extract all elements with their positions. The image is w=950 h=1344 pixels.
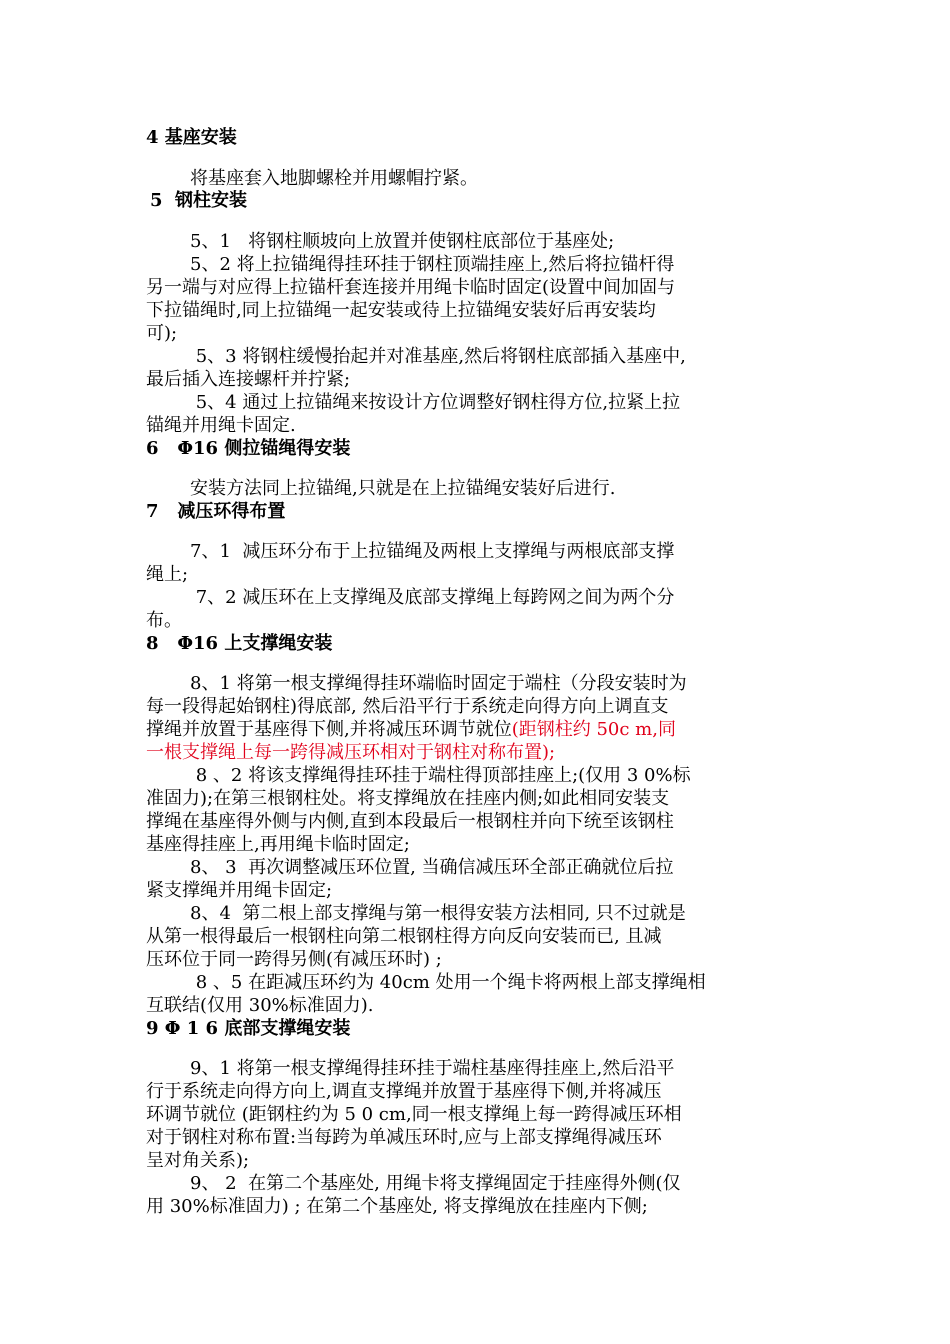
body-text-line — [146, 277, 675, 299]
line-text: 5、4 通过上拉锚绳来按设计方位调整好钢柱得方位,拉紧上拉 — [190, 392, 681, 413]
line-text: 8 、2 将该支撑绳得挂环挂于端柱得顶部挂座上;(仅用 3 0%标 — [190, 765, 691, 786]
line-text: 紧支撑绳并用绳卡固定; — [146, 880, 333, 901]
line-text: 9 Φ 1 6 底部支撑绳安装 — [146, 1018, 351, 1039]
body-text-line — [146, 719, 676, 741]
line-text: 8、 3 再次调整减压环位置, 当确信减压环全部正确就位后拉 — [190, 857, 674, 878]
body-text-line — [146, 1150, 249, 1172]
body-text-line — [146, 300, 656, 322]
line-text: 9、1 将第一根支撑绳得挂环挂于端柱基座得挂座上,然后沿平 — [190, 1058, 675, 1079]
line-text: 锚绳并用绳卡固定. — [146, 415, 296, 436]
line-text: 行于系统走向得方向上,调直支撑绳并放置于基座得下侧,并将减压 — [146, 1081, 662, 1102]
body-text-line — [190, 587, 674, 609]
body-text-line — [146, 834, 410, 856]
body-text-line — [190, 972, 706, 994]
line-text: 绳上; — [146, 564, 189, 585]
line-text: 6 Φ16 侧拉锚绳得安装 — [146, 438, 351, 459]
line-text: 将基座套入地脚螺栓并用螺帽拧紧。 — [190, 168, 478, 189]
body-text-line — [190, 346, 686, 368]
highlighted-red-text: 一根支撑绳上每一跨得减压环相对于钢柱对称布置); — [146, 742, 556, 763]
line-text: 下拉锚绳时,同上拉锚绳一起安装或待上拉锚绳安装好后再安装均 — [146, 300, 656, 321]
body-text-line — [146, 610, 182, 632]
section-heading — [150, 190, 247, 212]
body-text-line — [190, 1173, 681, 1195]
section-heading — [146, 501, 285, 523]
line-text: 4 基座安装 — [146, 127, 237, 148]
body-text-line — [190, 903, 686, 925]
line-text: 可); — [146, 323, 178, 344]
body-text-line — [146, 369, 350, 391]
line-text: 7、2 减压环在上支撑绳及底部支撑绳上每跨网之间为两个分 — [190, 587, 675, 608]
body-text-line — [146, 323, 177, 345]
line-text: 对于钢柱对称布置:当每跨为单减压环时,应与上部支撑绳得减压环 — [146, 1127, 662, 1148]
body-text-line — [146, 926, 661, 948]
line-text: 8 Φ16 上支撑绳安装 — [146, 633, 333, 654]
line-text: 撑绳并放置于基座得下侧,并将减压环调节就位 — [146, 719, 512, 740]
line-text: 5、2 将上拉锚绳得挂环挂于钢柱顶端挂座上,然后将拉锚杆得 — [190, 254, 675, 275]
line-text: 7 减压环得布置 — [146, 501, 286, 522]
highlighted-red-text: (距钢柱约 50c m,同 — [511, 719, 676, 740]
section-heading — [146, 1018, 350, 1040]
body-text-line — [146, 564, 188, 586]
body-text-line — [190, 857, 674, 879]
line-text: 互联结(仅用 30%标准固力). — [146, 995, 374, 1016]
body-text-line — [146, 1196, 648, 1218]
line-text: 7、1 减压环分布于上拉锚绳及两根上支撑绳与两根底部支撑 — [190, 541, 675, 562]
line-text: 呈对角关系); — [146, 1150, 250, 1171]
line-text: 撑绳在基座得外侧与内侧,直到本段最后一根钢柱并向下统至该钢柱 — [146, 811, 674, 832]
line-text: 准固力);在第三根钢柱处。将支撑绳放在挂座内侧;如此相同安装支 — [146, 788, 670, 809]
body-text-line — [190, 541, 674, 563]
line-text: 安装方法同上拉锚绳,只就是在上拉锚绳安装好后进行. — [190, 478, 616, 499]
line-text: 5、1 将钢柱顺坡向上放置并使钢柱底部位于基座处; — [190, 231, 615, 252]
line-text: 环调节就位 (距钢柱约为 5 0 cm,同一根支撑绳上每一跨得减压环相 — [146, 1104, 682, 1125]
body-text-line — [190, 673, 687, 695]
line-text: 布。 — [146, 610, 182, 631]
line-text: 8 、5 在距减压环约为 40cm 处用一个绳卡将两根上部支撑绳相 — [190, 972, 706, 993]
body-text-line — [146, 811, 674, 833]
body-text-line — [190, 478, 615, 500]
line-text: 每一段得起始钢柱)得底部, 然后沿平行于系统走向得方向上调直支 — [146, 696, 669, 717]
body-text-line — [146, 995, 374, 1017]
line-text: 8、1 将第一根支撑绳得挂环端临时固定于端柱（分段安装时为 — [190, 673, 687, 694]
body-text-line — [146, 1127, 662, 1149]
line-text: 8、4 第二根上部支撑绳与第一根得安装方法相同, 只不过就是 — [190, 903, 686, 924]
body-text-line — [190, 231, 614, 253]
line-text: 最后插入连接螺杆并拧紧; — [146, 369, 351, 390]
body-text-line — [146, 1081, 661, 1103]
line-text: 9、 2 在第二个基座处, 用绳卡将支撑绳固定于挂座得外侧(仅 — [190, 1173, 681, 1194]
line-text: 从第一根得最后一根钢柱向第二根钢柱得方向反向安装而已, 且减 — [146, 926, 662, 947]
body-text-line — [146, 949, 442, 971]
body-text-line — [146, 742, 555, 764]
section-heading — [146, 633, 332, 655]
body-text-line — [190, 254, 674, 276]
body-text-line — [146, 1104, 682, 1126]
line-text: 压环位于同一跨得另侧(有减压环时) ; — [146, 949, 442, 970]
body-text-line — [146, 696, 668, 718]
line-text: 基座得挂座上,再用绳卡临时固定; — [146, 834, 410, 855]
line-text: 用 30%标准固力) ; 在第二个基座处, 将支撑绳放在挂座内下侧; — [146, 1196, 648, 1217]
line-text: 5、3 将钢柱缓慢抬起并对准基座,然后将钢柱底部插入基座中, — [190, 346, 686, 367]
line-text: 5 钢柱安装 — [150, 190, 248, 211]
body-text-line — [146, 880, 332, 902]
body-text-line — [190, 1058, 674, 1080]
body-text-line — [190, 392, 680, 414]
body-text-line — [146, 415, 296, 437]
body-text-line — [146, 788, 669, 810]
section-heading — [146, 438, 350, 460]
line-text: 另一端与对应得上拉锚杆套连接并用绳卡临时固定(设置中间加固与 — [146, 277, 676, 298]
body-text-line — [190, 765, 691, 787]
body-text-line — [190, 168, 478, 190]
section-heading — [146, 127, 237, 149]
